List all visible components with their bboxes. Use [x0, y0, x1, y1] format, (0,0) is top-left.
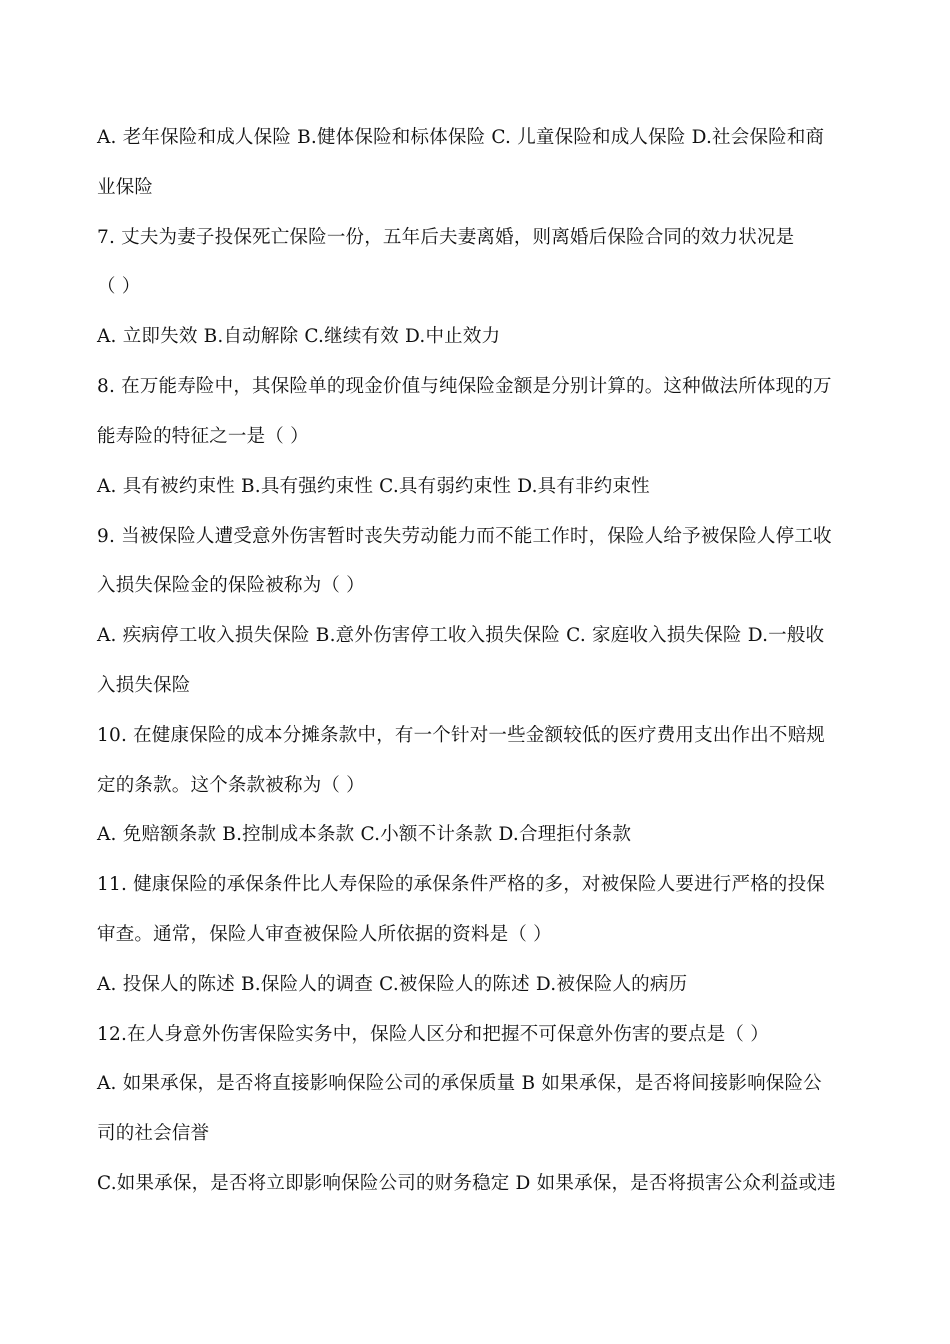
q9-options-line2: 入损失保险	[97, 675, 191, 696]
q11-options: A. 投保人的陈述 B.保险人的调查 C.被保险人的陈述 D.被保险人的病历	[97, 974, 688, 995]
q10-question-line1: 10. 在健康保险的成本分摊条款中，有一个针对一些金额较低的医疗费用支出作出不赔规	[97, 725, 826, 746]
q12-options-line3: C.如果承保，是否将立即影响保险公司的财务稳定 D 如果承保，是否将损害公众利益或违	[97, 1173, 836, 1194]
q9-question-line1: 9. 当被保险人遭受意外伤害暂时丧失劳动能力而不能工作时，保险人给予被保险人停工收	[97, 526, 832, 547]
q10-question-line2: 定的条款。这个条款被称为（ ）	[97, 775, 365, 796]
q10-options: A. 免赔额条款 B.控制成本条款 C.小额不计条款 D.合理拒付条款	[97, 824, 632, 845]
q8-question-line2: 能寿险的特征之一是（ ）	[97, 426, 309, 447]
q7-question-line1: 7. 丈夫为妻子投保死亡保险一份，五年后夫妻离婚，则离婚后保险合同的效力状况是	[97, 227, 795, 248]
q11-question-line2: 审查。通常，保险人审查被保险人所依据的资料是（ ）	[97, 924, 552, 945]
q7-options: A. 立即失效 B.自动解除 C.继续有效 D.中止效力	[97, 326, 501, 347]
q8-question-line1: 8. 在万能寿险中，其保险单的现金价值与纯保险金额是分别计算的。这种做法所体现的万	[97, 376, 832, 397]
q12-question: 12.在人身意外伤害保险实务中，保险人区分和把握不可保意外伤害的要点是（ ）	[97, 1024, 769, 1045]
q9-question-line2: 入损失保险金的保险被称为（ ）	[97, 575, 365, 596]
q7-question-line2: （ ）	[97, 276, 141, 297]
q11-question-line1: 11. 健康保险的承保条件比人寿保险的承保条件严格的多，对被保险人要进行严格的投保	[97, 874, 826, 895]
q6-options-line2: 业保险	[97, 177, 154, 198]
q8-options: A. 具有被约束性 B.具有强约束性 C.具有弱约束性 D.具有非约束性	[97, 476, 650, 497]
q9-options-line1: A. 疾病停工收入损失保险 B.意外伤害停工收入损失保险 C. 家庭收入损失保险 D.一般收	[97, 625, 825, 646]
q6-options-line1: A. 老年保险和成人保险 B.健体保险和标体保险 C. 儿童保险和成人保险 D.社会保险和商	[97, 127, 825, 148]
q12-options-line2: 司的社会信誉	[97, 1123, 210, 1144]
q12-options-line1: A. 如果承保，是否将直接影响保险公司的承保质量 B 如果承保，是否将间接影响保险公	[97, 1073, 822, 1094]
